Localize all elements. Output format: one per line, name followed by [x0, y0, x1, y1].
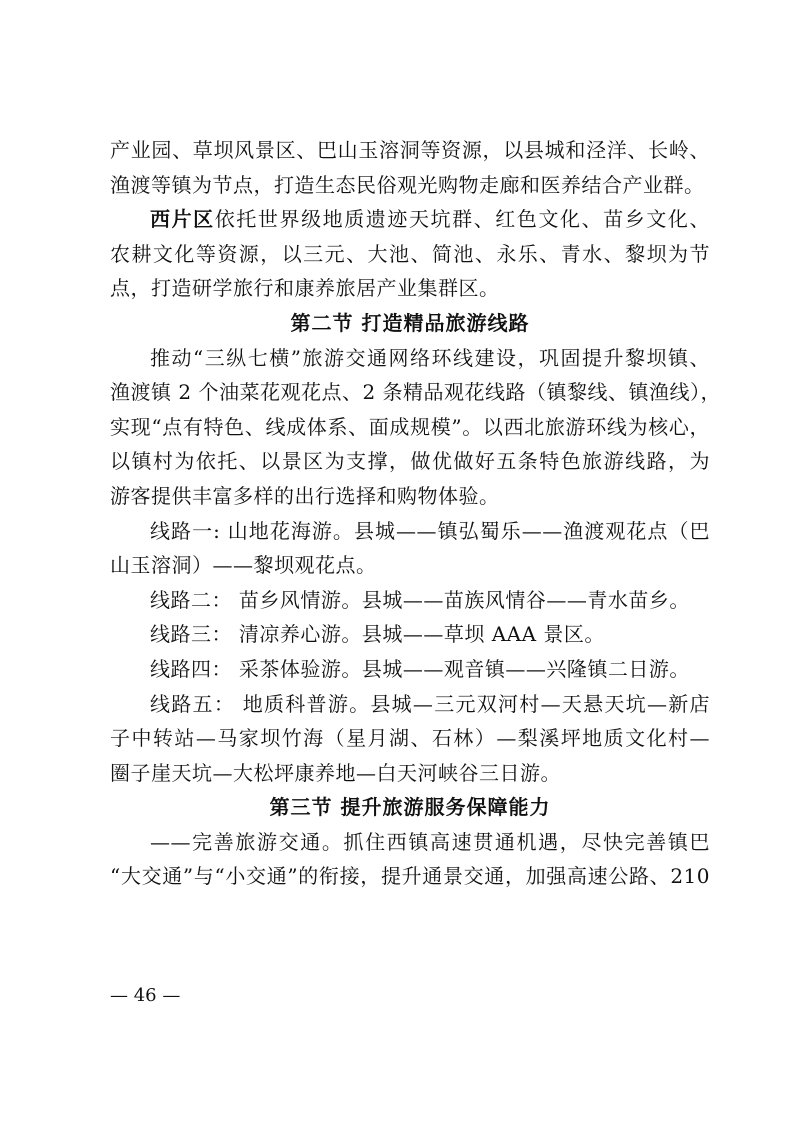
- body-line: 点，打造研学旅行和康养旅居产业集群区。: [110, 276, 500, 301]
- body-text: 依托世界级地质遗迹天坑群、红色文化、苗乡文化、: [214, 207, 711, 232]
- route-one: 线路一: 山地花海游。县城——镇弘蜀乐——渔渡观花点（巴: [150, 518, 710, 543]
- body-line: ——完善旅游交通。抓住西镇高速贯通机遇，尽快完善镇巴: [150, 829, 710, 854]
- body-line: “大交通”与“小交通”的衔接，提升通景交通，加强高速公路、210: [110, 864, 710, 889]
- body-line: 山玉溶洞）——黎坝观花点。: [110, 553, 377, 578]
- document-body: [110, 138, 722, 901]
- body-line: 子中转站—马家坝竹海（星月湖、石林）—梨溪坪地质文化村—: [110, 726, 710, 751]
- section-heading: 第三节 提升旅游服务保障能力: [269, 795, 551, 820]
- route-three: 线路三： 清凉养心游。县城——草坝 AAA 景区。: [150, 622, 605, 647]
- section-heading: 第二节 打造精品旅游线路: [290, 310, 530, 335]
- body-line: 推动“三纵七横”旅游交通网络环线建设，巩固提升黎坝镇、: [150, 345, 710, 370]
- body-line: 产业园、草坝风景区、巴山玉溶洞等资源，以县城和泾洋、长岭、: [110, 138, 710, 162]
- body-line: 渔渡镇 2 个油菜花观花点、2 条精品观花线路（镇黎线、镇渔线），: [110, 380, 722, 405]
- paragraph-west-region: [110, 207, 711, 232]
- body-line: 农耕文化等资源，以三元、大池、简池、永乐、青水、黎坝为节: [110, 241, 710, 266]
- body-line: 游客提供丰富多样的出行选择和购物体验。: [110, 483, 500, 508]
- route-five: 线路五： 地质科普游。县城—三元双河村—天悬天坑—新店: [150, 691, 710, 716]
- region-lead-term: 西片区: [150, 207, 215, 232]
- route-four: 线路四： 采茶体验游。县城——观音镇——兴隆镇二日游。: [150, 656, 690, 681]
- page-number: — 46 —: [110, 985, 181, 1006]
- body-line: 渔渡等镇为节点，打造生态民俗观光购物走廊和医养结合产业群。: [110, 172, 705, 197]
- route-two: 线路二： 苗乡风情游。县城——苗族风情谷——青水苗乡。: [150, 587, 690, 612]
- body-line: 圈子崖天坑—大松坪康养地—白天河峡谷三日游。: [110, 760, 561, 785]
- body-line: 实现“点有特色、线成体系、面成规模”。以西北旅游环线为核心，: [110, 414, 710, 439]
- body-line: 以镇村为依托、以景区为支撑，做优做好五条特色旅游线路，为: [110, 449, 710, 474]
